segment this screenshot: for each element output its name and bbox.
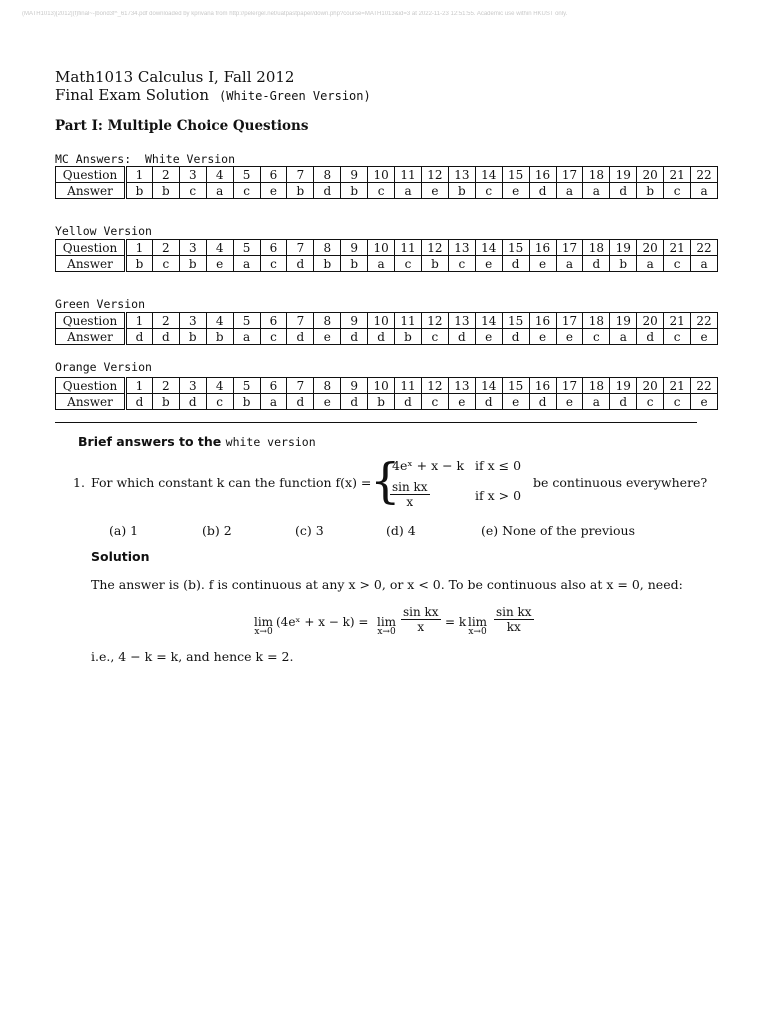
answer-cell: d [341, 329, 368, 345]
question-number-cell: 9 [341, 378, 368, 394]
answer-cell: b [610, 256, 637, 272]
answer-cell: e [529, 256, 556, 272]
question-number-cell: 6 [260, 313, 287, 329]
answer-cell: d [637, 329, 664, 345]
question-number-cell: 18 [583, 167, 610, 183]
answer-cell: d [287, 256, 314, 272]
answer-cell: c [583, 329, 610, 345]
answer-cell: e [475, 329, 502, 345]
question-number-cell: 13 [448, 240, 475, 256]
answer-cell: a [583, 183, 610, 199]
answer-cell: a [610, 329, 637, 345]
answer-cell: a [368, 256, 395, 272]
question-number-cell: 11 [395, 167, 422, 183]
question-number-cell: 21 [664, 378, 691, 394]
question-number-cell: 14 [475, 313, 502, 329]
limit-rhs-fraction: $\frac{\text{sin kx}}{kx}$ [496, 605, 532, 634]
answer-cell: e [475, 256, 502, 272]
answer-cell: b [233, 394, 260, 410]
limit-mid: lim x→0 [377, 615, 397, 637]
answer-cell: d [475, 394, 502, 410]
answer-cell: e [556, 329, 583, 345]
answer-cell: d [179, 394, 206, 410]
answer-cell: a [691, 256, 718, 272]
question-number-cell: 18 [583, 240, 610, 256]
question-number-cell: 1 [126, 167, 153, 183]
answer-cell: d [502, 329, 529, 345]
brief-answers-heading: Brief answers to the white version [78, 434, 316, 449]
choice-c: (c) 3 [295, 523, 324, 538]
answer-cell: d [126, 329, 153, 345]
question-number-cell: 2 [152, 313, 179, 329]
question-number-cell: 5 [233, 313, 260, 329]
solution-conclusion: i.e., 4 − k = k, and hence k = 2. [91, 649, 294, 664]
question-prompt: For which constant k can the function f(x) = [91, 475, 372, 490]
title-course: Math1013 Calculus I, Fall 2012 [55, 68, 295, 86]
question-number-cell: 19 [610, 240, 637, 256]
answer-cell: c [233, 183, 260, 199]
question-number-cell: 9 [341, 313, 368, 329]
part-title: Part I: Multiple Choice Questions [55, 118, 309, 134]
answer-cell: d [287, 394, 314, 410]
question-number-cell: 10 [368, 313, 395, 329]
question-number-cell: 13 [448, 313, 475, 329]
answer-cell: d [610, 394, 637, 410]
answer-cell: e [314, 394, 341, 410]
title-version: (White-Green Version) [219, 89, 371, 103]
question-number-cell: 22 [691, 167, 718, 183]
question-number-cell: 16 [529, 378, 556, 394]
question-number-cell: 6 [260, 378, 287, 394]
answer-cell: e [691, 329, 718, 345]
question-row [56, 313, 718, 329]
answer-row [56, 329, 718, 345]
answer-cell: b [179, 329, 206, 345]
answer-cell: e [502, 394, 529, 410]
answer-cell: b [395, 329, 422, 345]
answer-cell: a [233, 256, 260, 272]
question-number-cell: 2 [152, 378, 179, 394]
answer-table [55, 239, 718, 272]
question-number-cell: 7 [287, 240, 314, 256]
question-number-cell: 3 [179, 240, 206, 256]
question-number-cell: 15 [502, 313, 529, 329]
question-number-cell: 1 [126, 378, 153, 394]
answer-cell: b [421, 256, 448, 272]
answer-table [55, 166, 718, 199]
answer-cell: c [260, 329, 287, 345]
question-number-cell: 11 [395, 378, 422, 394]
question-number-cell: 18 [583, 378, 610, 394]
question-number-cell: 17 [556, 167, 583, 183]
question-row [56, 167, 718, 183]
question-number-cell: 22 [691, 240, 718, 256]
answer-cell: c [448, 256, 475, 272]
answer-cell: b [152, 183, 179, 199]
question-number-cell: 1 [126, 240, 153, 256]
answer-cell: d [502, 256, 529, 272]
answer-cell: c [664, 329, 691, 345]
question-number-cell: 12 [421, 167, 448, 183]
case1-expression: 4eˣ + x − k [392, 458, 465, 473]
version-label: Yellow Version [55, 224, 152, 238]
question-number-cell: 10 [368, 167, 395, 183]
row-header: Question [56, 167, 126, 183]
case1-condition: if x ≤ 0 [475, 458, 522, 473]
question-number-cell: 13 [448, 167, 475, 183]
question-number-cell: 12 [421, 313, 448, 329]
question-number-cell: 14 [475, 167, 502, 183]
question-number-cell: 5 [233, 378, 260, 394]
answer-cell: c [395, 256, 422, 272]
question-number-cell: 1 [126, 313, 153, 329]
answer-cell: c [664, 183, 691, 199]
question-number-cell: 10 [368, 240, 395, 256]
row-header: Question [56, 240, 126, 256]
answer-row [56, 256, 718, 272]
answer-cell: c [421, 329, 448, 345]
row-header: Answer [56, 329, 126, 345]
answer-table [55, 312, 718, 345]
question-number-cell: 20 [637, 378, 664, 394]
answer-cell: e [556, 394, 583, 410]
question-number-cell: 11 [395, 240, 422, 256]
question-number-cell: 19 [610, 313, 637, 329]
answer-cell: a [583, 394, 610, 410]
question-number-cell: 4 [206, 167, 233, 183]
answer-cell: b [368, 394, 395, 410]
question-number-cell: 9 [341, 167, 368, 183]
answer-cell: e [206, 256, 233, 272]
question-number-cell: 16 [529, 167, 556, 183]
question-row [56, 240, 718, 256]
answer-cell: d [583, 256, 610, 272]
version-label: Green Version [55, 297, 146, 311]
answer-cell: a [637, 256, 664, 272]
question-number-cell: 2 [152, 167, 179, 183]
question-number-cell: 9 [341, 240, 368, 256]
question-number-cell: 21 [664, 313, 691, 329]
question-number-cell: 8 [314, 378, 341, 394]
question-number-cell: 20 [637, 167, 664, 183]
answer-table [55, 377, 718, 410]
answer-cell: d [126, 394, 153, 410]
answer-cell: e [421, 183, 448, 199]
question-number-cell: 4 [206, 313, 233, 329]
choice-b: (b) 2 [202, 523, 232, 538]
question-number-cell: 16 [529, 240, 556, 256]
answer-cell: c [179, 183, 206, 199]
answer-cell: e [529, 329, 556, 345]
section-divider [55, 422, 697, 423]
answer-cell: b [341, 183, 368, 199]
question-number-cell: 19 [610, 378, 637, 394]
question-number-cell: 6 [260, 167, 287, 183]
answer-cell: d [448, 329, 475, 345]
title-exam: Final Exam Solution (White-Green Version) [55, 86, 371, 104]
answer-cell: c [260, 256, 287, 272]
answer-cell: a [691, 183, 718, 199]
question-suffix: be continuous everywhere? [533, 475, 708, 490]
question-number-cell: 4 [206, 378, 233, 394]
question-number: 1. [73, 475, 85, 490]
question-number-cell: 3 [179, 313, 206, 329]
question-number-cell: 20 [637, 240, 664, 256]
question-number-cell: 8 [314, 313, 341, 329]
answer-cell: e [691, 394, 718, 410]
answer-cell: a [206, 183, 233, 199]
choice-d: (d) 4 [386, 523, 416, 538]
question-number-cell: 10 [368, 378, 395, 394]
question-number-cell: 20 [637, 313, 664, 329]
download-watermark: (MATH1013)[2012](f)final~-|bond3f^_61734.pdf downloaded by kprivana from http://pelergel.net/uatpastpaper/down.php?course=MATH1013&id=3 at 2022-11-23 12:51:55. Academic use within HKUST only. [22, 11, 568, 17]
question-number-cell: 3 [179, 378, 206, 394]
answer-row [56, 183, 718, 199]
question-number-cell: 15 [502, 240, 529, 256]
question-number-cell: 15 [502, 378, 529, 394]
answer-cell: a [395, 183, 422, 199]
question-row [56, 378, 718, 394]
row-header: Question [56, 313, 126, 329]
answer-cell: e [260, 183, 287, 199]
question-number-cell: 17 [556, 378, 583, 394]
solution-heading: Solution [91, 549, 150, 564]
answer-cell: d [610, 183, 637, 199]
choice-e: (e) None of the previous [481, 523, 636, 538]
version-label: Orange Version [55, 360, 152, 374]
question-number-cell: 7 [287, 313, 314, 329]
answer-cell: c [368, 183, 395, 199]
case2-condition: if x > 0 [475, 488, 522, 503]
row-header: Answer [56, 183, 126, 199]
case2-fraction: $\frac{\text{sin kx}}{x}$ [392, 480, 428, 509]
limit-equals-k: = k [445, 615, 467, 629]
question-number-cell: 7 [287, 378, 314, 394]
row-header: Answer [56, 256, 126, 272]
answer-cell: d [368, 329, 395, 345]
question-number-cell: 18 [583, 313, 610, 329]
question-number-cell: 17 [556, 240, 583, 256]
answer-cell: d [287, 329, 314, 345]
answer-cell: d [314, 183, 341, 199]
answer-cell: b [314, 256, 341, 272]
answer-cell: b [287, 183, 314, 199]
row-header: Answer [56, 394, 126, 410]
row-header: Question [56, 378, 126, 394]
question-number-cell: 21 [664, 240, 691, 256]
question-number-cell: 14 [475, 240, 502, 256]
answer-cell: c [475, 183, 502, 199]
question-number-cell: 3 [179, 167, 206, 183]
question-number-cell: 21 [664, 167, 691, 183]
answer-cell: b [126, 256, 153, 272]
answer-cell: a [260, 394, 287, 410]
question-number-cell: 12 [421, 378, 448, 394]
answer-cell: c [664, 256, 691, 272]
question-number-cell: 2 [152, 240, 179, 256]
answer-cell: a [556, 256, 583, 272]
answer-cell: b [341, 256, 368, 272]
question-number-cell: 8 [314, 167, 341, 183]
answer-cell: d [395, 394, 422, 410]
choice-a: (a) 1 [109, 523, 139, 538]
question-number-cell: 22 [691, 313, 718, 329]
answer-cell: c [421, 394, 448, 410]
version-label: MC Answers: White Version [55, 152, 236, 166]
solution-text: The answer is (b). f is continuous at any x > 0, or x < 0. To be continuous also at x = 0, need: [91, 577, 683, 592]
question-number-cell: 13 [448, 378, 475, 394]
answer-cell: e [502, 183, 529, 199]
limit-lhs: lim x→0 [254, 615, 274, 637]
question-number-cell: 5 [233, 167, 260, 183]
question-number-cell: 14 [475, 378, 502, 394]
answer-cell: d [152, 329, 179, 345]
question-number-cell: 15 [502, 167, 529, 183]
question-number-cell: 17 [556, 313, 583, 329]
piecewise-brace: { [370, 453, 401, 509]
answer-cell: b [637, 183, 664, 199]
answer-row [56, 394, 718, 410]
question-number-cell: 6 [260, 240, 287, 256]
answer-cell: e [448, 394, 475, 410]
answer-cell: c [206, 394, 233, 410]
question-number-cell: 12 [421, 240, 448, 256]
answer-cell: b [179, 256, 206, 272]
answer-cell: c [637, 394, 664, 410]
question-number-cell: 11 [395, 313, 422, 329]
limit-rhs: lim x→0 [468, 615, 488, 637]
question-number-cell: 22 [691, 378, 718, 394]
answer-cell: a [556, 183, 583, 199]
question-number-cell: 7 [287, 167, 314, 183]
answer-cell: b [152, 394, 179, 410]
question-number-cell: 19 [610, 167, 637, 183]
answer-cell: b [206, 329, 233, 345]
limit-lhs-expression: (4eˣ + x − k) = [276, 615, 369, 629]
question-number-cell: 16 [529, 313, 556, 329]
limit-mid-fraction: $\frac{\text{sin kx}}{x}$ [403, 605, 439, 634]
answer-cell: b [448, 183, 475, 199]
question-number-cell: 8 [314, 240, 341, 256]
question-number-cell: 5 [233, 240, 260, 256]
answer-cell: d [529, 183, 556, 199]
answer-cell: c [152, 256, 179, 272]
answer-cell: a [233, 329, 260, 345]
answer-cell: b [126, 183, 153, 199]
question-number-cell: 4 [206, 240, 233, 256]
answer-cell: e [314, 329, 341, 345]
answer-cell: d [529, 394, 556, 410]
document-title [55, 68, 371, 105]
answer-cell: d [341, 394, 368, 410]
answer-cell: c [664, 394, 691, 410]
